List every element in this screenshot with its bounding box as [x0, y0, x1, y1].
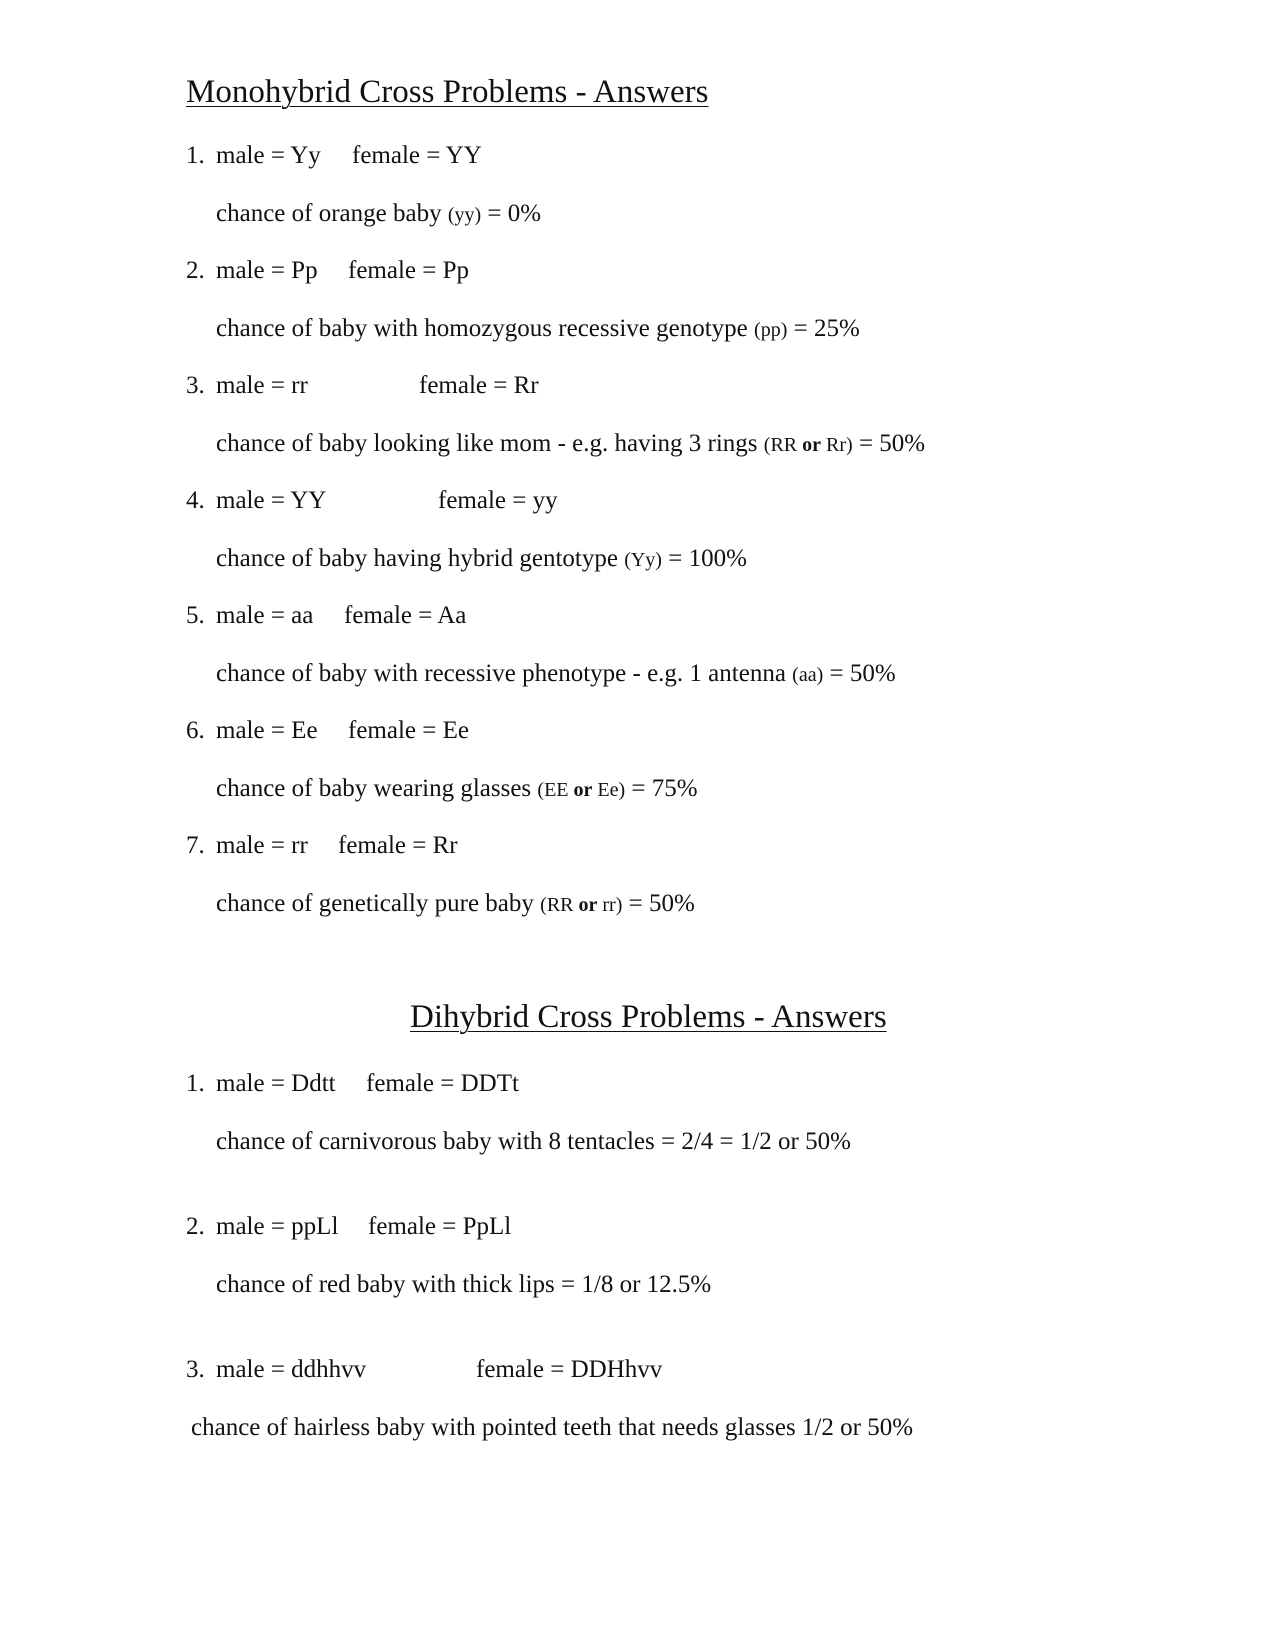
chance-text: chance of baby with homozygous recessive genotype: [216, 315, 748, 342]
dihybrid-title: Dihybrid Cross Problems - Answers: [410, 999, 887, 1035]
item-number: 3.: [186, 372, 205, 399]
genotype-note-a: (RR: [763, 434, 803, 456]
result: = 0%: [481, 200, 542, 227]
male-genotype: male = Yy: [216, 142, 321, 169]
item-number: 7.: [186, 832, 205, 859]
male-genotype: male = rr: [216, 832, 308, 859]
item-number: 3.: [186, 1356, 205, 1383]
male-genotype: male = YY: [216, 487, 327, 514]
genotype-or: or: [578, 894, 598, 916]
mono-item-4-chance: [216, 546, 747, 571]
chance-text: chance of baby with recessive phenotype - e.g. 1 antenna: [216, 660, 786, 687]
genotype-note: (pp): [754, 319, 788, 341]
mono-item-1-chance: [216, 201, 541, 226]
chance-text: chance of orange baby: [216, 200, 442, 227]
male-genotype: male = Ee: [216, 717, 318, 744]
male-genotype: male = ddhhvv: [216, 1356, 367, 1383]
genotype-or: or: [573, 779, 593, 801]
result: = 50%: [852, 430, 926, 457]
genotype-note-b: Rr): [821, 434, 853, 456]
genotype-or: or: [802, 434, 822, 456]
genotype-note: (aa): [792, 664, 824, 686]
di-item-1-chance: chance of carnivorous baby with 8 tentacles = 2/4 = 1/2 or 50%: [216, 1128, 851, 1155]
item-number: 2.: [186, 1213, 205, 1240]
female-genotype: female = DDTt: [366, 1070, 519, 1097]
result: = 75%: [625, 775, 698, 802]
female-genotype: female = YY: [352, 142, 482, 169]
male-genotype: male = ppLl: [216, 1213, 339, 1240]
chance-text: chance of baby having hybrid gentotype: [216, 545, 618, 572]
genotype-note-b: rr): [597, 894, 623, 916]
genotype-note: (Yy): [624, 549, 662, 571]
male-genotype: male = aa: [216, 602, 314, 629]
genotype-note-a: (RR: [540, 894, 579, 916]
mono-item-3-chance: [216, 431, 925, 456]
chance-text: chance of baby wearing glasses: [216, 775, 532, 802]
female-genotype: female = Rr: [338, 832, 458, 859]
female-genotype: female = DDHhvv: [476, 1356, 663, 1383]
item-number: 6.: [186, 717, 205, 744]
male-genotype: male = Pp: [216, 257, 318, 284]
chance-text: chance of genetically pure baby: [216, 890, 541, 917]
female-genotype: female = yy: [438, 487, 558, 514]
mono-item-2-chance: [216, 316, 860, 341]
female-genotype: female = Pp: [348, 257, 470, 284]
genotype-note-a: (EE: [537, 779, 574, 801]
genotype-note: (yy): [447, 204, 482, 226]
female-genotype: female = Ee: [348, 717, 469, 744]
item-number: 2.: [186, 257, 205, 284]
item-number: 4.: [186, 487, 205, 514]
mono-item-5-chance: [216, 661, 896, 686]
item-number: 1.: [186, 1070, 205, 1097]
female-genotype: female = PpLl: [368, 1213, 512, 1240]
result: = 25%: [787, 315, 860, 342]
female-genotype: female = Aa: [344, 602, 467, 629]
genotype-note-b: Ee): [592, 779, 626, 801]
mono-item-7-chance: [216, 891, 695, 916]
result: = 100%: [661, 545, 747, 572]
result: = 50%: [622, 890, 695, 917]
mono-item-6-chance: [216, 776, 698, 801]
female-genotype: female = Rr: [419, 372, 539, 399]
di-item-3-chance: chance of hairless baby with pointed teeth that needs glasses 1/2 or 50%: [191, 1414, 914, 1441]
male-genotype: male = Ddtt: [216, 1070, 336, 1097]
male-genotype: male = rr: [216, 372, 308, 399]
item-number: 1.: [186, 142, 205, 169]
di-item-2-chance: chance of red baby with thick lips = 1/8 or 12.5%: [216, 1271, 712, 1298]
result: = 50%: [823, 660, 896, 687]
item-number: 5.: [186, 602, 205, 629]
chance-text: chance of baby looking like mom - e.g. having 3 rings: [216, 430, 758, 457]
monohybrid-title: Monohybrid Cross Problems - Answers: [186, 74, 709, 110]
